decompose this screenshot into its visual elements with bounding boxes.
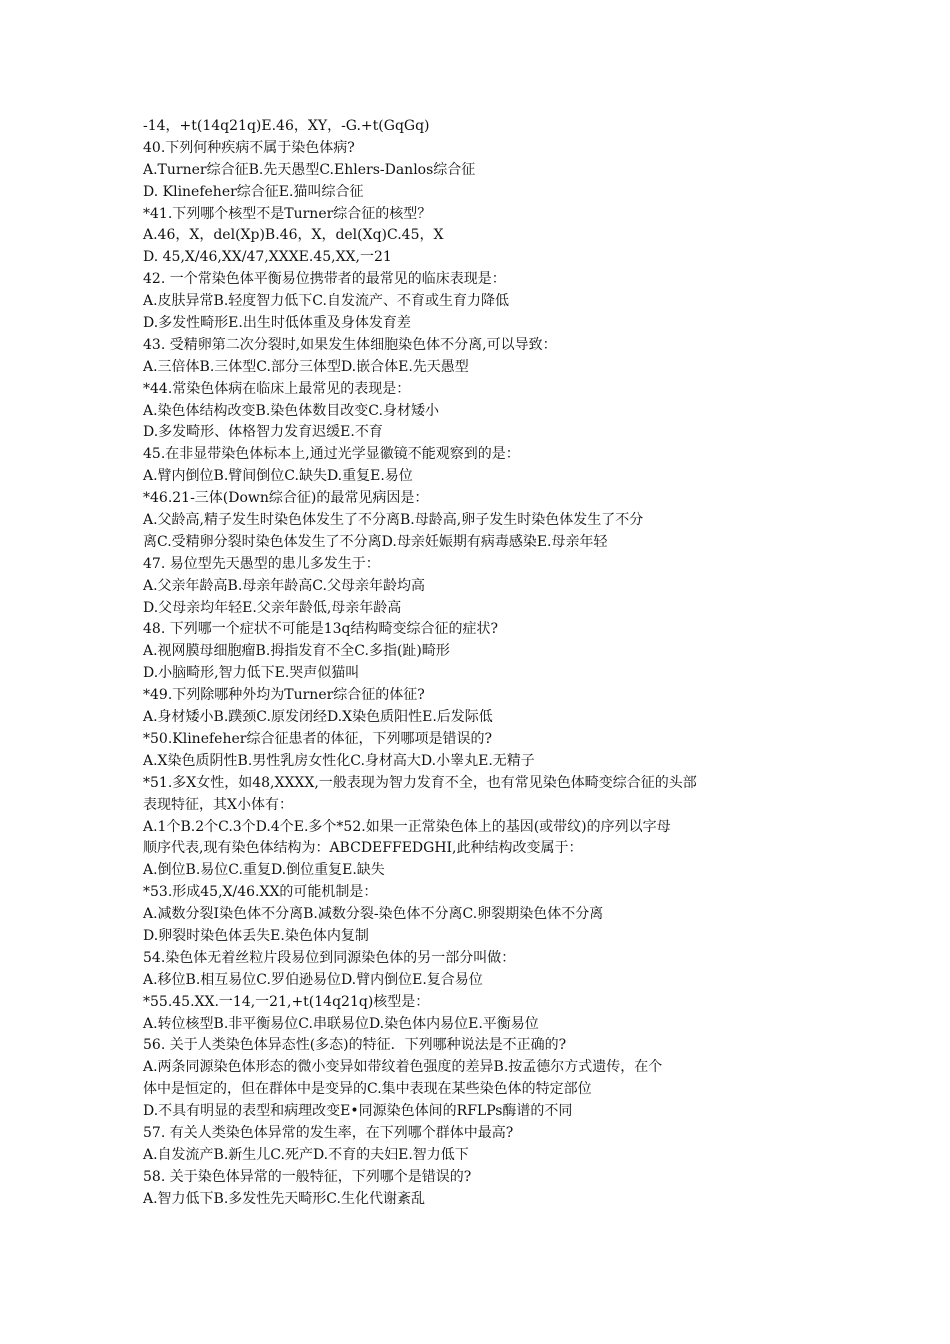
question-48: 48. 下列哪一个症状不可能是13q结构畸变综合征的症状? — [143, 621, 498, 638]
question-43: 43. 受精卵第二次分裂时,如果发生体细胞染色体不分离,可以导致： — [143, 336, 557, 353]
options-line: D. 45,X/46,XX/47,XXXE.45,XX,一21 — [143, 249, 392, 266]
question-40: 40.下列何种疾病不属于染色体病? — [143, 139, 355, 156]
options-line: D.卵裂时染色体丢失E.染色体内复制 — [143, 927, 369, 944]
question-46: *46.21-三体(Down综合征)的最常见病因是： — [143, 490, 429, 507]
options-line: A.染色体结构改变B.染色体数目改变C.身材矮小 — [143, 402, 439, 419]
options-line: A.Turner综合征B.先天愚型C.Ehlers-Danlos综合征 — [143, 161, 476, 178]
question-50: *50.Klinefeher综合征患者的体征，下列哪项是错误的? — [143, 730, 492, 747]
question-47: 47. 易位型先天愚型的患儿多发生于： — [143, 555, 380, 572]
question-53: *53.形成45,X/46.XX的可能机制是： — [143, 884, 378, 901]
options-line: A.移位B.相互易位C.罗伯逊易位D.臂内倒位E.复合易位 — [143, 971, 483, 988]
options-line: A.倒位B.易位C.重复D.倒位重复E.缺失 — [143, 862, 385, 879]
question-49: *49.下列除哪种外均为Turner综合征的体征? — [143, 687, 425, 704]
question-41: *41.下列哪个核型不是Turner综合征的核型？ — [143, 205, 432, 222]
options-line: A.两条同源染色体形态的微小变异如带纹着色强度的差异B.按孟德尔方式遗传，在个 — [143, 1059, 663, 1076]
document-body — [143, 116, 843, 1211]
options-line: D.多发性畸形E.出生时低体重及身体发育差 — [143, 315, 411, 332]
question-42: 42. 一个常染色体平衡易位携带者的最常见的临床表现是： — [143, 271, 506, 288]
options-line: 离C.受精卵分裂时染色体发生了不分离D.母亲妊娠期有病毒感染E.母亲年轻 — [143, 533, 608, 550]
options-line: A.父亲年龄高B.母亲年龄高C.父母亲年龄均高 — [143, 577, 425, 594]
options-line: D.小脑畸形,智力低下E.哭声似猫叫 — [143, 665, 360, 682]
question-45: 45.在非显带染色体标本上,通过光学显徽镜不能观察到的是： — [143, 446, 520, 463]
options-line: A.智力低下B.多发性先天畸形C.生化代谢紊乱 — [143, 1190, 425, 1207]
question-55: *55.45.XX.一14,一21,+t(14q21q)核型是： — [143, 993, 430, 1010]
question-51: *51.多X女性，如48,XXXX,一般表现为智力发育不全，也有常见染色体畸变综合征的头部 — [143, 774, 697, 791]
options-line: D.多发畸形、体格智力发育迟缓E.不育 — [143, 424, 383, 441]
options-line: A.自发流产B.新生儿C.死产D.不育的夫妇E.智力低下 — [143, 1146, 469, 1163]
question-58: 58. 关于染色体异常的一般特征，下列哪个是错误的? — [143, 1168, 472, 1185]
text-line: 表现特征，其X小体有： — [143, 796, 293, 813]
options-line: 体中是恒定的，但在群体中是变异的C.集中表现在某些染色体的特定部位 — [143, 1081, 592, 1098]
question-44: *44.常染色体病在临床上最常见的表现是： — [143, 380, 411, 397]
options-line: A.1个B.2个C.3个D.4个E.多个*52.如果一正常染色体上的基因(或带纹)的序列以字母 — [143, 818, 671, 835]
text-line: 顺序代表,现有染色体结构为：ABCDEFFEDGHI,此种结构改变属于： — [143, 840, 583, 857]
options-line: A.视网膜母细胞瘤B.拇指发育不全C.多指(趾)畸形 — [143, 643, 450, 660]
options-line: D.父母亲均年轻E.父亲年龄低,母亲年龄高 — [143, 599, 402, 616]
options-line: D.不具有明显的表型和病理改变E•同源染色体间的RFLPs酶谱的不同 — [143, 1103, 573, 1120]
options-line: A.三倍体B.三体型C.部分三体型D.嵌合体E.先天愚型 — [143, 358, 469, 375]
question-56: 56. 关于人类染色体异态性(多态)的特征．下列哪种说法是不正确的? — [143, 1037, 567, 1054]
options-line: A.46，X，del(Xp)B.46，X，del(Xq)C.45，X — [143, 227, 444, 244]
options-line: A.身材矮小B.蹼颈C.原发闭经D.X染色质阳性E.后发际低 — [143, 709, 493, 726]
options-line: A.臂内倒位B.臂间倒位C.缺失D.重复E.易位 — [143, 468, 413, 485]
options-line: A.皮肤异常B.轻度智力低下C.自发流产、不育或生育力降低 — [143, 293, 509, 310]
question-54: 54.染色体无着丝粒片段易位到同源染色体的另一部分叫做： — [143, 949, 516, 966]
options-line: A.转位核型B.非平衡易位C.串联易位D.染色体内易位E.平衡易位 — [143, 1015, 539, 1032]
text-line: -14，+t(14q21q)E.46，XY，-G.+t(GqGq) — [143, 118, 430, 134]
options-line: A.X染色质阴性B.男性乳房女性化C.身材高大D.小睾丸E.无精子 — [143, 752, 535, 769]
options-line: A.父龄高,精子发生时染色体发生了不分离B.母龄高,卵子发生时染色体发生了不分 — [143, 512, 644, 529]
options-line: A.减数分裂Ⅰ染色体不分离B.减数分裂-染色体不分离C.卵裂期染色体不分离 — [143, 906, 604, 923]
options-line: D. Klinefeher综合征E.猫叫综合征 — [143, 183, 364, 200]
question-57: 57. 有关人类染色体异常的发生率，在下列哪个群体中最高? — [143, 1124, 514, 1141]
